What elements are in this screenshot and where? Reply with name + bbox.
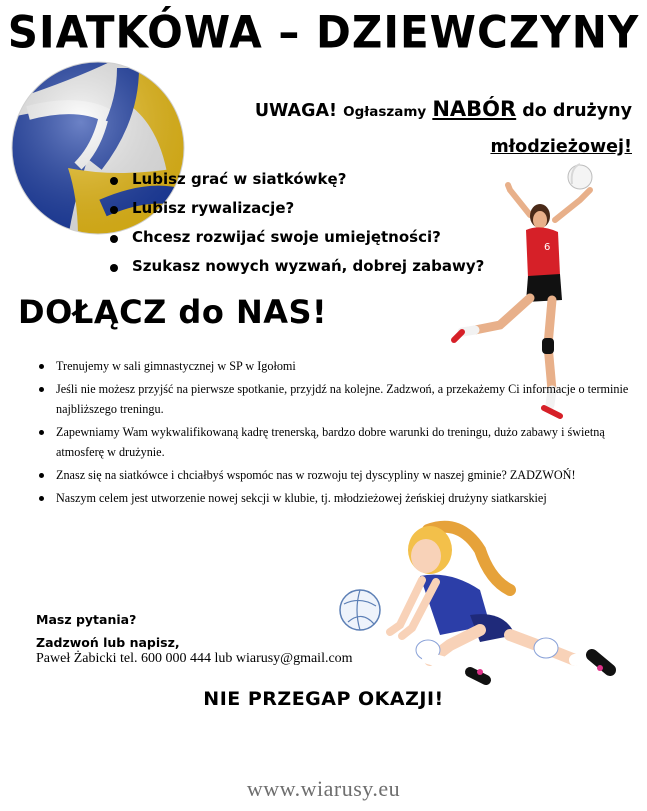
call-text: Zadzwoń lub napisz, (36, 635, 180, 650)
attention-text: UWAGA! (254, 101, 337, 121)
detail-item: Znasz się na siatkówce i chciałbyś wspomóc nas w rozwoju tej dyscypliny w naszej gminie? ZADZWOŃ! (36, 465, 636, 485)
detail-item: Naszym celem jest utworzenie nowej sekcji w klubie, tj. młodzieżowej żeńskiej drużyny siatkarskiej (36, 488, 636, 508)
question-item: Szukasz nowych wyzwań, dobrej zabawy? (104, 257, 484, 286)
detail-item: Jeśli nie możesz przyjść na pierwsze spotkanie, przyjdź na kolejne. Zadzwoń, a przekażemy Ci informacje o terminie najbliższego treningu. (36, 379, 636, 419)
recruitment-headline (232, 92, 632, 165)
questions-text: Masz pytania? (36, 612, 137, 627)
details-list (36, 356, 636, 511)
website-footer: www.wiarusy.eu (246, 776, 401, 801)
youth-text: młodzieżowej! (490, 137, 632, 157)
question-item: Lubisz grać w siatkówkę? (104, 170, 484, 199)
contact-prompt (36, 608, 180, 654)
team-text: do drużyny (522, 101, 632, 121)
question-item: Lubisz rywalizacje? (104, 199, 484, 228)
page-title: SIATKÓWA – DZIEWCZYNY (7, 6, 640, 59)
contact-details: Paweł Żabicki tel. 600 000 444 lub wiarusy@gmail.com (36, 651, 353, 666)
question-item: Chcesz rozwijać swoje umiejętności? (104, 228, 484, 257)
detail-item: Trenujemy w sali gimnastycznej w SP w Igołomi (36, 356, 636, 376)
join-heading: DOŁĄCZ do NAS! (18, 293, 328, 331)
recruitment-word: NABÓR (432, 97, 517, 121)
cartoon-player-illustration (330, 520, 630, 690)
detail-item: Zapewniamy Wam wykwalifikowaną kadrę trenerską, bardzo dobre warunki do treningu, dużo zabawy i świetną atmosferę w drużynie. (36, 422, 636, 462)
announce-text: Ogłaszamy (343, 104, 427, 120)
svg-text:6: 6 (544, 242, 551, 253)
question-list (104, 170, 484, 286)
dont-miss-heading: NIE PRZEGAP OKAZJI! (203, 688, 444, 710)
